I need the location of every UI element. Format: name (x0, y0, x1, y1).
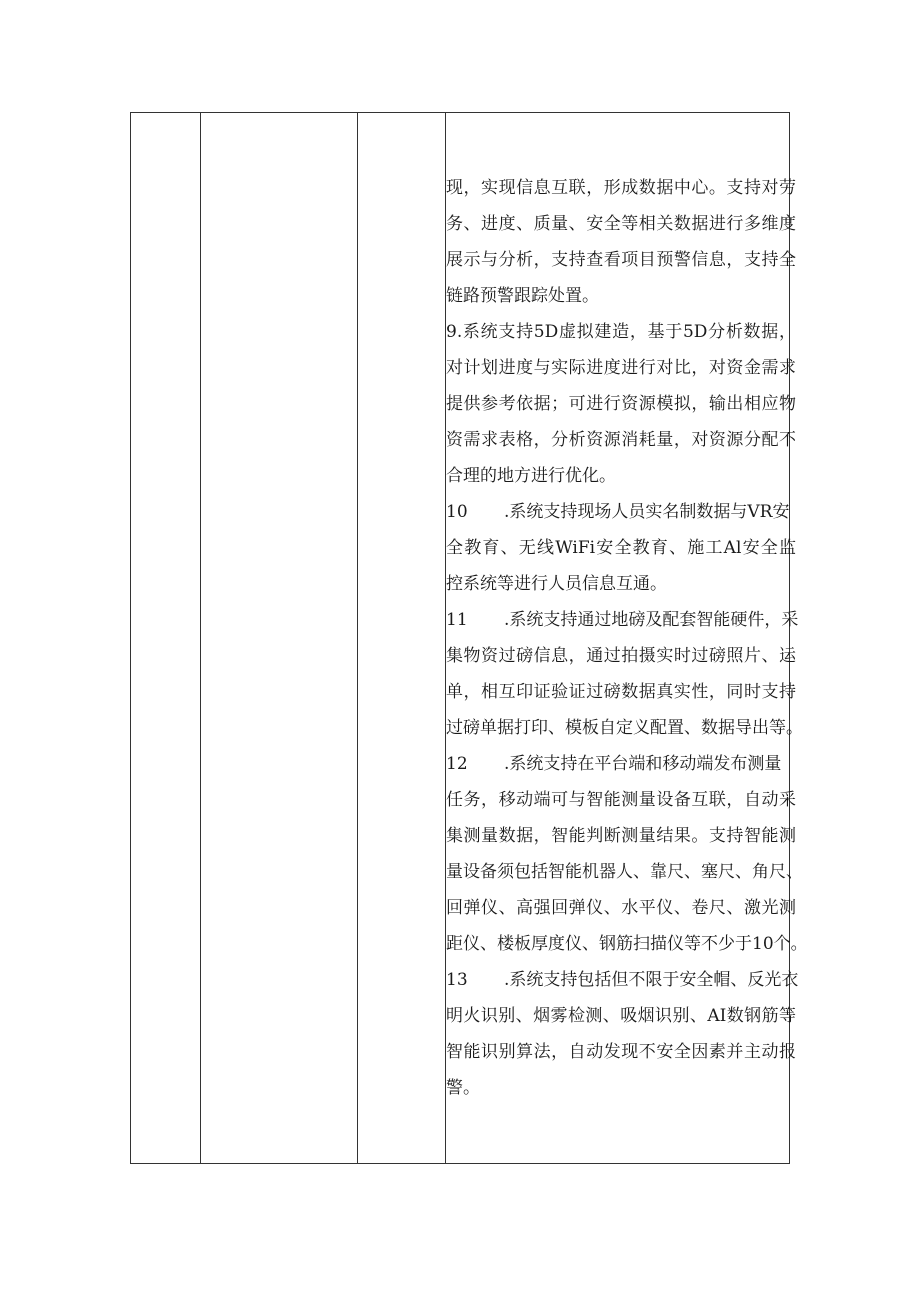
text-line: 控系统等进行人员信息互通。 (446, 574, 667, 594)
text-line: 智能识别算法，自动发现不安全因素并主动报 (446, 1042, 796, 1062)
text-line: 明火识别、烟雾检测、吸烟识别、AI数钢筋等 (446, 1006, 796, 1026)
text-line: 量设备须包括智能机器人、靠尺、塞尺、角尺、 (446, 862, 803, 882)
item-number: 13 (446, 970, 468, 990)
numbered-item-13 (446, 962, 799, 998)
text-line: 集物资过磅信息，通过拍摄实时过磅照片、运 (446, 646, 796, 666)
description-cell (446, 113, 808, 1163)
text-line: 回弹仪、高强回弹仪、水平仪、卷尺、激光测 (446, 898, 796, 918)
item-number: 11 (446, 610, 468, 630)
text-line: 对计划进度与实际进度进行对比，对资金需求 (446, 358, 796, 378)
column-divider-1 (200, 113, 201, 1163)
text-line: 全教育、无线WiFi安全教育、施工Al安全监 (446, 538, 796, 558)
text-line: 合理的地方进行优化。 (446, 466, 616, 486)
text-line: 链路预警跟踪处置。 (446, 286, 599, 306)
text-line: 现，实现信息互联，形成数据中心。支持对劳 (446, 178, 796, 198)
item-text: .系统支持通过地磅及配套智能硬件，采 (504, 610, 799, 630)
text-line: 9.系统支持5D虚拟建造，基于5D分析数据， (446, 322, 796, 342)
text-line: 距仪、楼板厚度仪、钢筋扫描仪等不少于10个。 (446, 934, 808, 954)
column-divider-2 (357, 113, 358, 1163)
item-number: 10 (446, 502, 468, 522)
text-line: 集测量数据，智能判断测量结果。支持智能测 (446, 826, 796, 846)
text-line: 过磅单据打印、模板自定义配置、数据导出等。 (446, 718, 803, 738)
text-line: 单，相互印证验证过磅数据真实性，同时支持 (446, 682, 796, 702)
text-line: 务、进度、质量、安全等相关数据进行多维度 (446, 214, 796, 234)
text-line: 任务，移动端可与智能测量设备互联，自动采 (446, 790, 796, 810)
numbered-item-10 (446, 494, 796, 530)
item-number: 12 (446, 754, 468, 774)
item-text: .系统支持包括但不限于安全帽、反光衣 (504, 970, 799, 990)
item-text: .系统支持现场人员实名制数据与VR安 (504, 502, 790, 522)
numbered-item-11 (446, 602, 799, 638)
text-line: 警。 (446, 1078, 480, 1098)
text-line: 提供参考依据；可进行资源模拟，输出相应物 (446, 394, 796, 414)
content-table (130, 112, 808, 1164)
numbered-item-12 (446, 746, 796, 782)
text-line: 资需求表格，分析资源消耗量，对资源分配不 (446, 430, 796, 450)
item-text: .系统支持在平台端和移动端发布测量 (504, 754, 782, 774)
text-line: 展示与分析，支持查看项目预警信息，支持全 (446, 250, 796, 270)
